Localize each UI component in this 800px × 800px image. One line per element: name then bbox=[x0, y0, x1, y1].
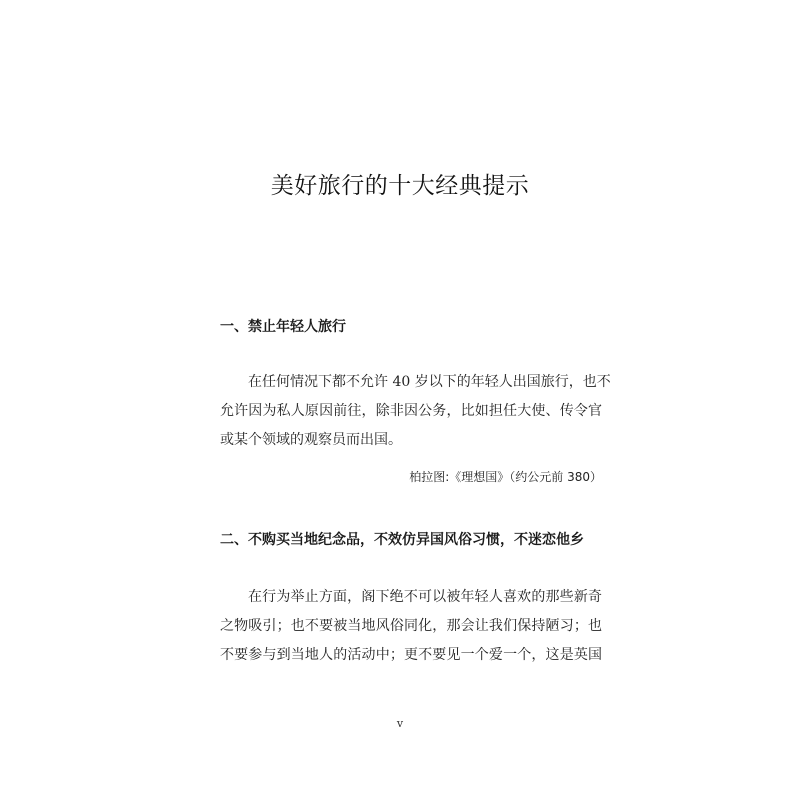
citation: 柏拉图:《理想国》（约公元前 380） bbox=[409, 470, 602, 484]
page-title: 美好旅行的十大经典提示 bbox=[270, 173, 530, 199]
paragraph-line: 或某个领域的观察员而出国。 bbox=[220, 432, 402, 448]
page-number: v bbox=[396, 717, 404, 730]
paragraph-line: 允许因为私人原因前往，除非因公务，比如担任大使、传令官 bbox=[220, 403, 602, 419]
section-paragraph-2 bbox=[220, 583, 602, 670]
section-heading-1: 一、禁止年轻人旅行 bbox=[220, 319, 346, 335]
paragraph-line: 在任何情况下都不允许 40 岁以下的年轻人出国旅行，也不 bbox=[248, 374, 611, 390]
paragraph-line: 之物吸引；也不要被当地风俗同化，那会让我们保持陋习；也 bbox=[220, 618, 602, 634]
paragraph-line: 在行为举止方面，阁下绝不可以被年轻人喜欢的那些新奇 bbox=[248, 589, 602, 605]
section-paragraph-1 bbox=[220, 368, 611, 455]
paragraph-line: 不要参与到当地人的活动中；更不要见一个爱一个，这是英国 bbox=[220, 647, 602, 663]
section-heading-2: 二、不购买当地纪念品，不效仿异国风俗习惯，不迷恋他乡 bbox=[220, 532, 584, 548]
